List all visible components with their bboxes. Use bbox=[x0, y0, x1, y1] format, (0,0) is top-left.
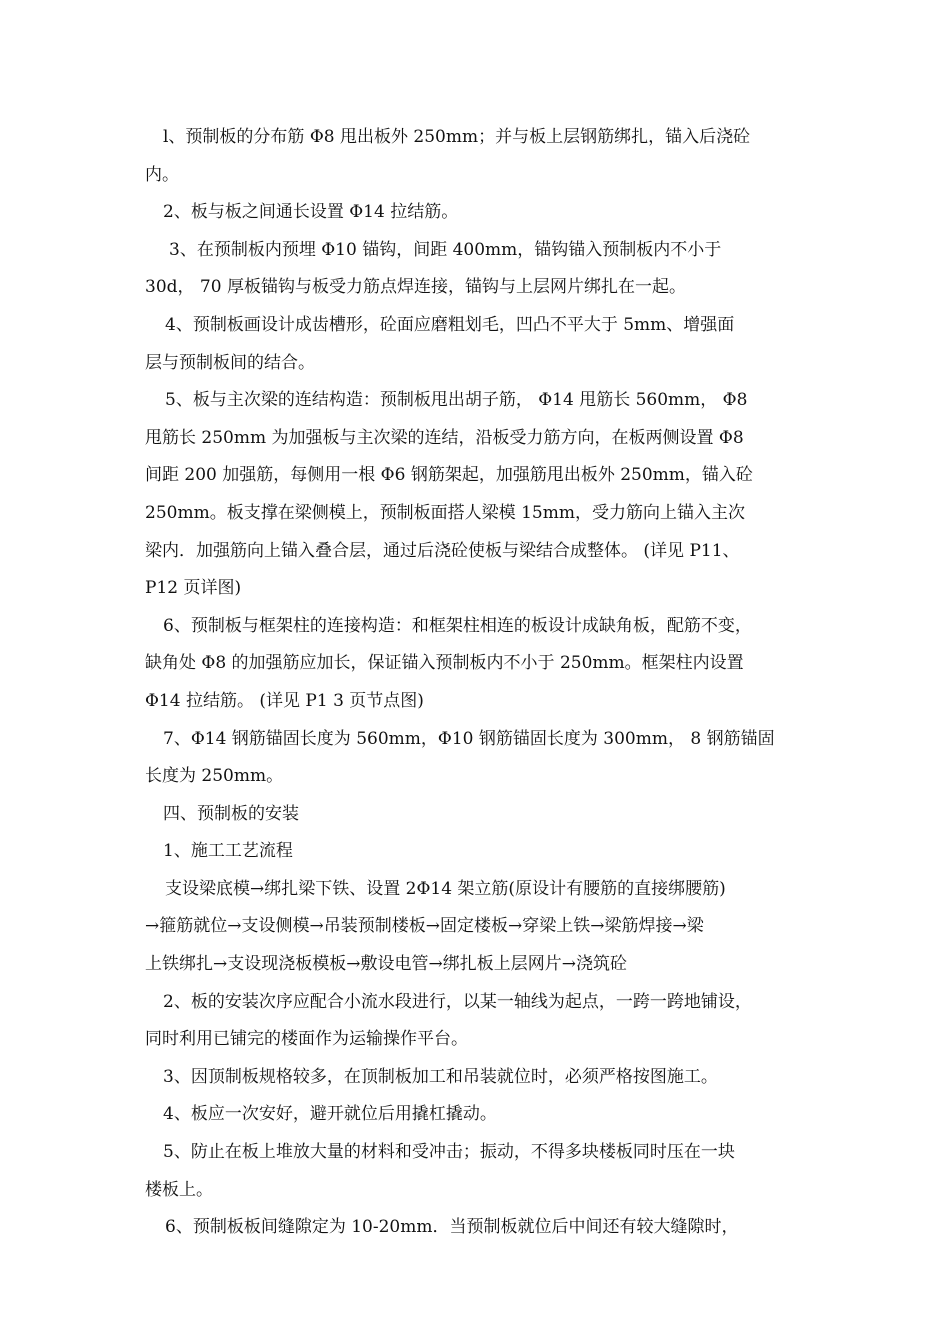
text-line: Φ14 拉结筋。 (详见 P1 3 页节点图) bbox=[145, 690, 424, 711]
text-line: 6、预制板与框架柱的连接构造：和框架柱相连的板设计成缺角板，配筋不变， bbox=[163, 615, 752, 636]
text-line: l、预制板的分布筋 Φ8 甩出板外 250mm；并与板上层钢筋绑扎，锚入后浇砼 bbox=[163, 127, 751, 147]
text-line: 30d， 70 厚板锚钩与板受力筋点焊连接，锚钩与上层网片绑扎在一起。 bbox=[145, 277, 686, 298]
text-line: 7、Φ14 钢筋锚固长度为 560mm，Φ10 钢筋锚固长度为 300mm， 8 钢筋锚固 bbox=[163, 728, 775, 749]
text-line: 甩筋长 250mm 为加强板与主次梁的连结，沿板受力筋方向，在板两侧设置 Φ8 bbox=[145, 427, 744, 448]
text-line: 间距 200 加强筋，每侧用一根 Φ6 钢筋架起，加强筋甩出板外 250mm，锚入砼 bbox=[145, 465, 753, 486]
text-line: 6、预制板板间缝隙定为 10-20mm．当预制板就位后中间还有较大缝隙时， bbox=[165, 1217, 739, 1238]
text-line: 4、板应一次安好，避开就位后用撬杠撬动。 bbox=[163, 1104, 497, 1125]
text-line: 250mm。板支撑在梁侧模上，预制板面搭人梁模 15mm，受力筋向上锚入主次 bbox=[145, 502, 745, 523]
text-line: 上铁绑扎→支设现浇板模板→敷设电管→绑扎板上层网片→浇筑砼 bbox=[145, 954, 627, 975]
text-line: 缺角处 Φ8 的加强筋应加长，保证锚入预制板内不小于 250mm。框架柱内设置 bbox=[145, 653, 744, 674]
text-line: 2、板的安装次序应配合小流水段进行，以某一轴线为起点，一跨一跨地铺设， bbox=[163, 991, 752, 1012]
document-body bbox=[145, 119, 815, 1247]
section-heading: 四、预制板的安装 bbox=[163, 803, 299, 824]
text-line: 4、预制板画设计成齿槽形，砼面应磨粗划毛，凹凸不平大于 5mm、增强面 bbox=[165, 314, 735, 335]
text-line: 5、板与主次梁的连结构造：预制板甩出胡子筋， Φ14 甩筋长 560mm， Φ8 bbox=[165, 390, 748, 411]
text-line: 5、防止在板上堆放大量的材料和受冲击；振动，不得多块楼板同时压在一块 bbox=[163, 1142, 735, 1163]
text-line: 支设梁底模→绑扎梁下铁、设置 2Φ14 架立筋(原设计有腰筋的直接绑腰筋) bbox=[165, 878, 726, 899]
text-line: 层与预制板间的结合。 bbox=[145, 352, 315, 373]
text-line: 楼板上。 bbox=[145, 1179, 213, 1200]
text-line: 2、板与板之间通长设置 Φ14 拉结筋。 bbox=[163, 202, 459, 223]
text-line: 梁内．加强筋向上锚入叠合层，通过后浇砼使板与梁结合成整体。 (详见 P11、 bbox=[145, 540, 740, 561]
text-line: 3、在预制板内预埋 Φ10 锚钩，间距 400mm，锚钩锚入预制板内不小于 bbox=[169, 239, 722, 260]
text-line: 3、因顶制板规格较多，在顶制板加工和吊装就位时，必须严格按图施工。 bbox=[163, 1066, 718, 1087]
text-line: 内。 bbox=[145, 164, 179, 185]
subsection-heading: 1、施工工艺流程 bbox=[163, 841, 293, 862]
text-line: 长度为 250mm。 bbox=[145, 766, 284, 787]
text-line: →箍筋就位→支设侧模→吊装预制楼板→固定楼板→穿梁上铁→梁筋焊接→梁 bbox=[145, 916, 704, 937]
text-line: P12 页详图) bbox=[145, 578, 242, 599]
text-line: 同时利用已铺完的楼面作为运输操作平台。 bbox=[145, 1029, 468, 1050]
